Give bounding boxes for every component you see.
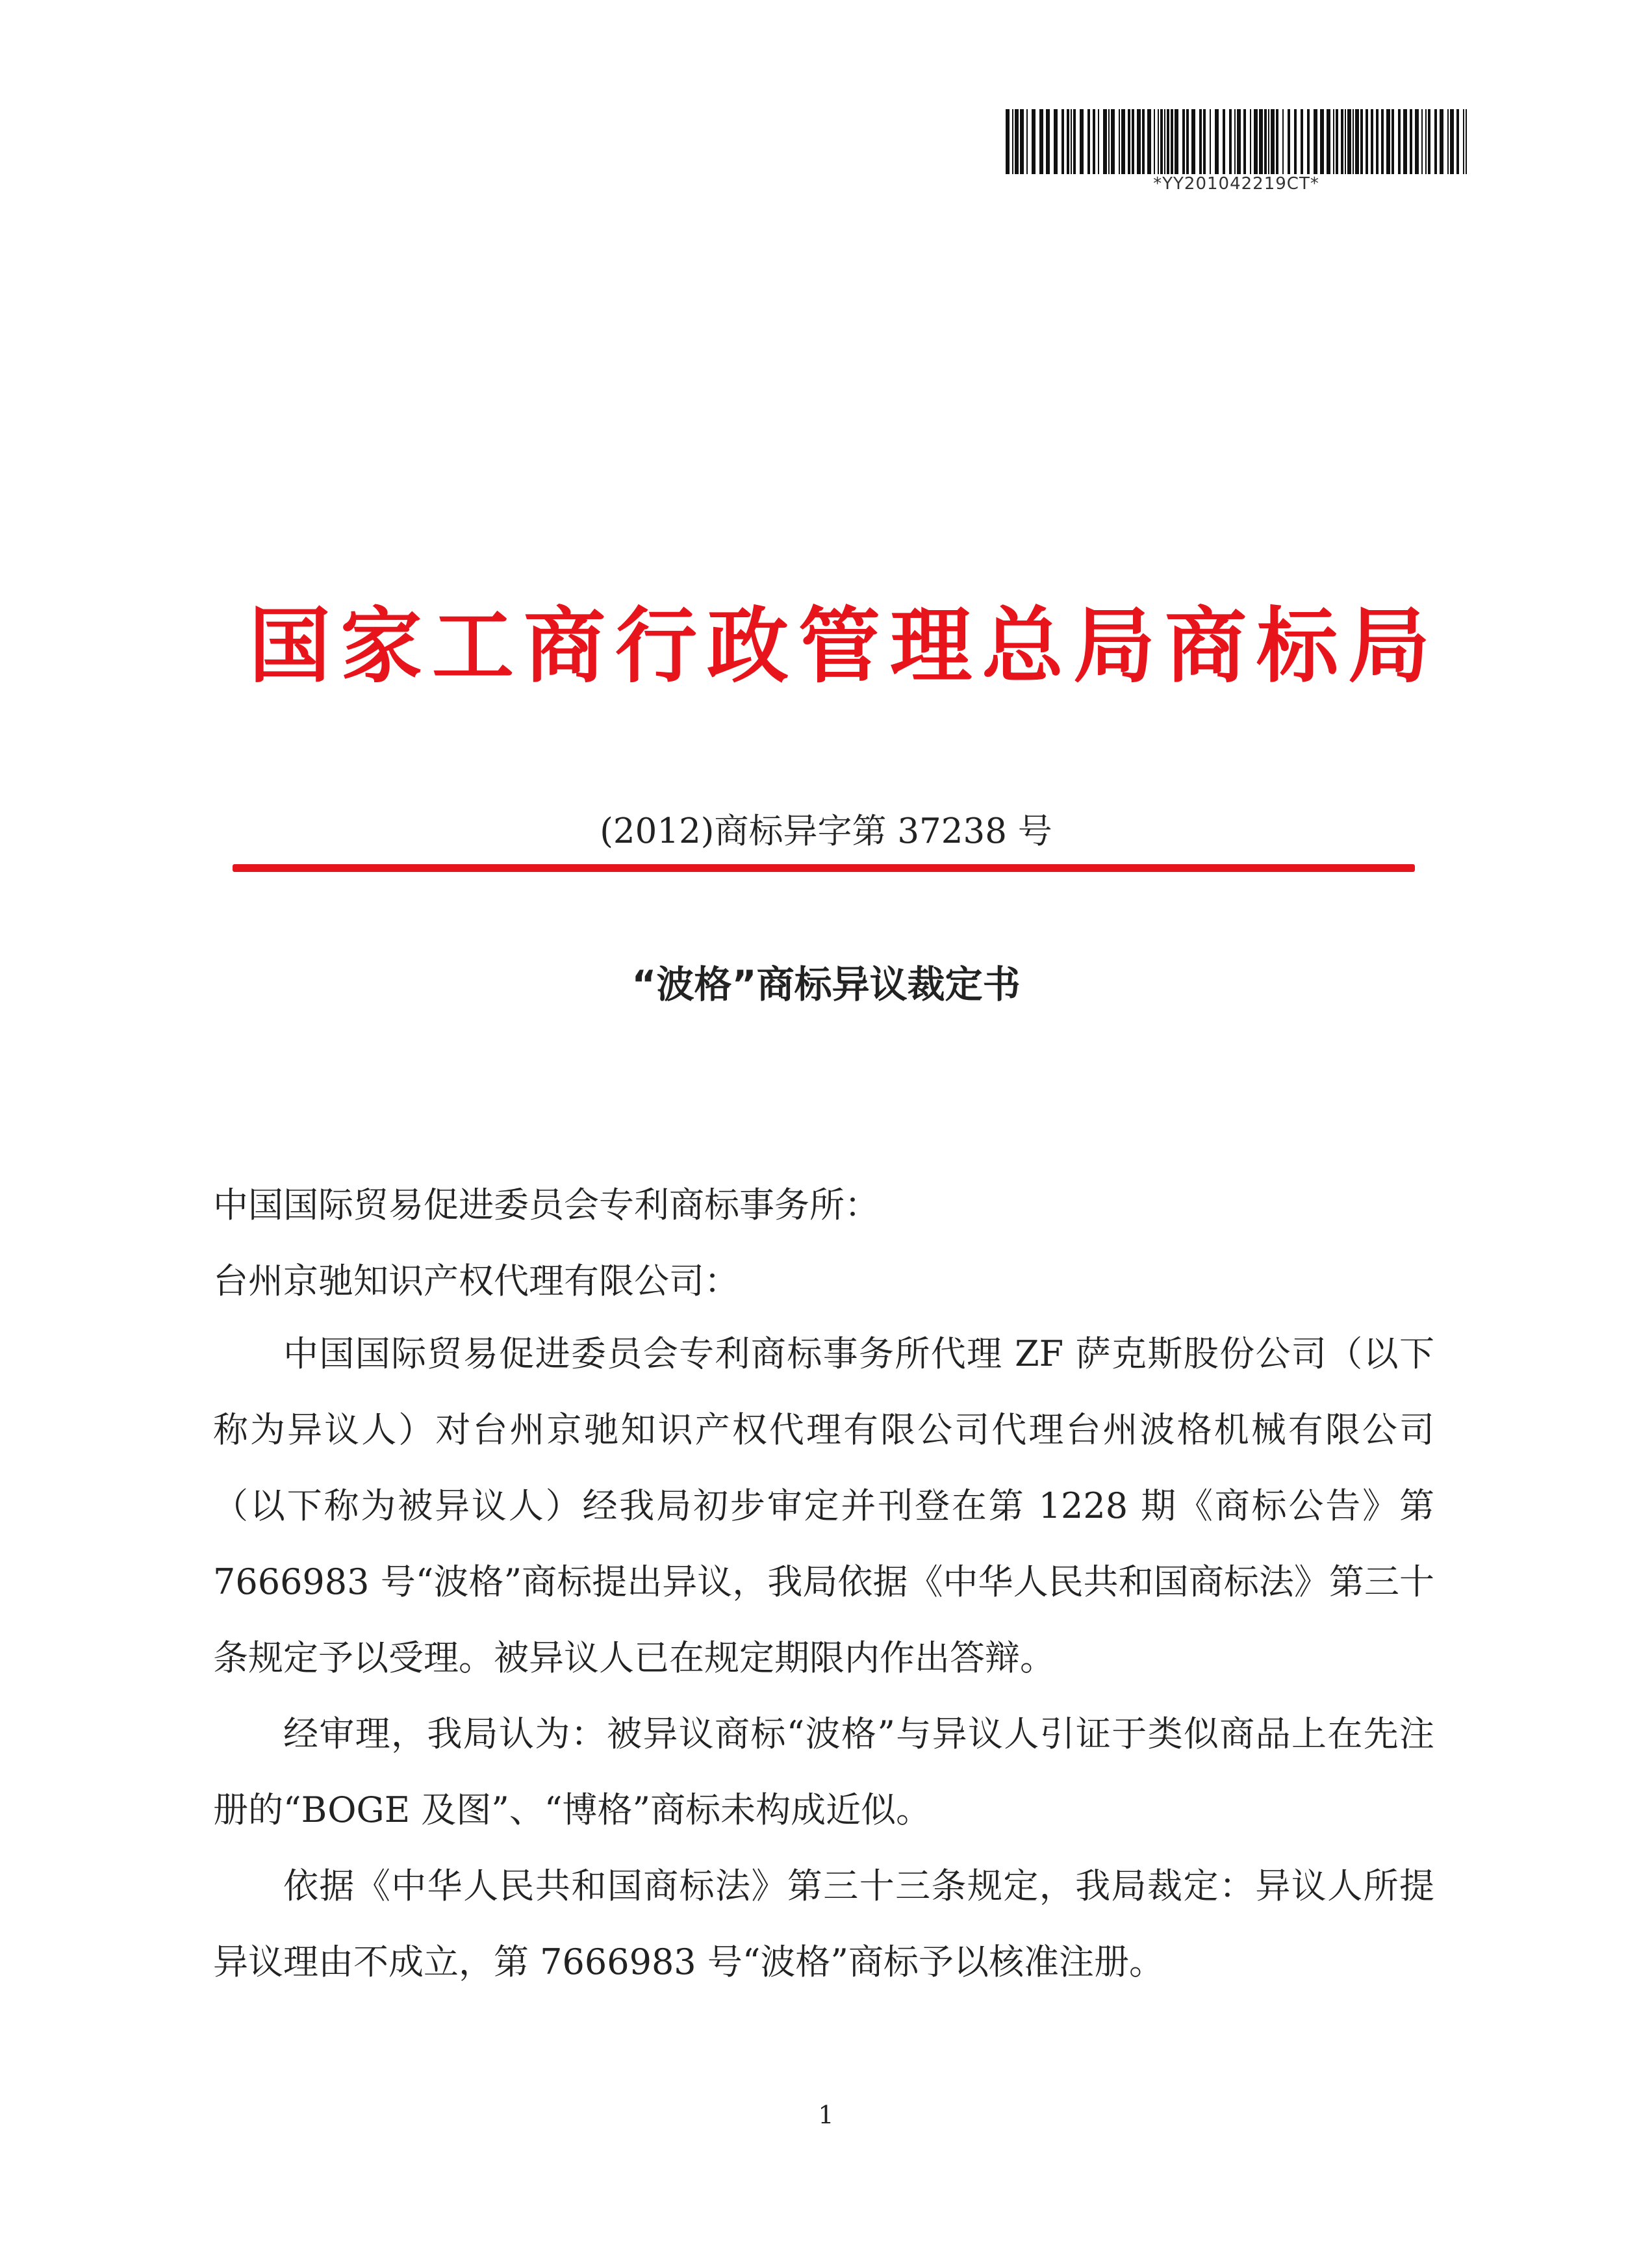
addressee-2: 台州京驰知识产权代理有限公司： (213, 1260, 739, 1301)
paragraph-1: 中国国际贸易促进委员会专利商标事务所代理 ZF 萨克斯股份公司（以下称为异议人）对台州京驰知识产权代理有限公司代理台州波格机械有限公司（以下称为被异议人）经我局初步审定并刊登在第 1228 期《商标公告》第 7666983 号“波格”商标提出异议，我局依据《中华人民共和国商标法》第三十条规定予以受理。被异议人已在规定期限内作出答辩。 (213, 1333, 1434, 1678)
barcode-bar (1398, 109, 1401, 174)
barcode-bar (1061, 109, 1064, 174)
barcode-bar (1167, 109, 1169, 174)
barcode-bar (1210, 109, 1211, 174)
barcode-bar (1154, 109, 1155, 174)
barcode-bar (1403, 109, 1407, 174)
barcode-bar (1371, 109, 1373, 174)
barcode-bar (1093, 109, 1095, 174)
barcode-bar (1355, 109, 1359, 174)
page-number: 1 (818, 2101, 834, 2129)
barcode-bar (1087, 109, 1090, 174)
barcode-bar (1415, 109, 1419, 174)
barcode (1006, 109, 1467, 174)
barcode-bar (1121, 109, 1125, 174)
barcode-bar (1046, 109, 1050, 174)
barcode-bar (1128, 109, 1130, 174)
barcode-bar (1250, 109, 1251, 174)
barcode-bar (1171, 109, 1173, 174)
barcode-bar (1386, 109, 1390, 174)
barcode-bar (1234, 109, 1236, 174)
barcode-bar (1410, 109, 1412, 174)
barcode-bar (1421, 109, 1423, 174)
barcode-bar (1132, 109, 1134, 174)
barcode-text: *YY201042219CT* (1153, 174, 1319, 194)
barcode-bar (1175, 109, 1178, 174)
barcode-bar (1015, 109, 1019, 174)
barcode-bar (1158, 109, 1159, 174)
barcode-bar (1026, 109, 1028, 174)
barcode-bars (1006, 109, 1467, 174)
barcode-bar (1288, 109, 1290, 174)
barcode-bar (1434, 109, 1437, 174)
paragraph-2: 经审理，我局认为：被异议商标“波格”与异议人引证于类似商品上在先注册的“BOGE 及图”、“博格”商标未构成近似。 (213, 1713, 1434, 1830)
barcode-bar (1254, 109, 1258, 174)
barcode-bar (1012, 109, 1013, 174)
barcode-bar (1103, 109, 1107, 174)
barcode-bar (1271, 109, 1275, 174)
document-number: (2012)商标异字第 37238 号 (600, 812, 1052, 851)
barcode-bar (1203, 109, 1206, 174)
barcode-bar (1071, 109, 1072, 174)
barcode-bar (1341, 109, 1343, 174)
barcode-bar (1223, 109, 1225, 174)
addressee-1: 中国国际贸易促进委员会专利商标事务所： (213, 1184, 880, 1225)
barcode-bar (1366, 109, 1368, 174)
barcode-bar (1054, 109, 1058, 174)
barcode-bar (1164, 109, 1165, 174)
barcode-bar (1243, 109, 1246, 174)
barcode-bar (1294, 109, 1297, 174)
decision-title: “波格”商标异议裁定书 (631, 962, 1021, 1006)
barcode-bar (1336, 109, 1338, 174)
barcode-bar (1276, 109, 1278, 174)
barcode-bar (1301, 109, 1303, 174)
barcode-bar (1215, 109, 1219, 174)
barcode-bar (1425, 109, 1427, 174)
barcode-bar (1282, 109, 1284, 174)
barcode-bar (1067, 109, 1069, 174)
barcode-bar (1447, 109, 1449, 174)
barcode-bar (1440, 109, 1443, 174)
barcode-bar (1264, 109, 1267, 174)
barcode-bar (1182, 109, 1185, 174)
barcode-bar (1032, 109, 1036, 174)
barcode-bar (1111, 109, 1115, 174)
red-divider (233, 864, 1415, 872)
barcode-bar (1463, 109, 1464, 174)
barcode-bar (1098, 109, 1099, 174)
barcode-bar (1191, 109, 1195, 174)
barcode-bar (1333, 109, 1334, 174)
agency-name: 国家工商行政管理总局商标局 (249, 598, 1440, 694)
barcode-bar (1229, 109, 1232, 174)
barcode-bar (1199, 109, 1202, 174)
barcode-bar (1186, 109, 1189, 174)
barcode-bar (1466, 109, 1467, 174)
barcode-bar (1020, 109, 1024, 174)
barcode-bar (1456, 109, 1459, 174)
barcode-bar (1450, 109, 1454, 174)
barcode-bar (1376, 109, 1379, 174)
barcode-bar (1137, 109, 1141, 174)
barcode-bar (1108, 109, 1110, 174)
barcode-bar (1039, 109, 1043, 174)
barcode-bar (1237, 109, 1241, 174)
barcode-bar (1142, 109, 1145, 174)
barcode-bar (1259, 109, 1263, 174)
barcode-bar (1327, 109, 1330, 174)
barcode-bar (1428, 109, 1430, 174)
barcode-bar (1307, 109, 1310, 174)
barcode-bar (1119, 109, 1120, 174)
barcode-bar (1360, 109, 1363, 174)
barcode-bar (1320, 109, 1324, 174)
barcode-bar (1353, 109, 1354, 174)
paragraph-3: 依据《中华人民共和国商标法》第三十三条规定，我局裁定：异议人所提异议理由不成立，第 7666983 号“波格”商标予以核准注册。 (213, 1865, 1434, 1982)
barcode-bar (1006, 109, 1010, 174)
barcode-bar (1080, 109, 1084, 174)
barcode-bar (1268, 109, 1269, 174)
barcode-bar (1147, 109, 1151, 174)
barcode-bar (1160, 109, 1163, 174)
barcode-bar (1381, 109, 1384, 174)
barcode-bar (1345, 109, 1346, 174)
barcode-bar (1073, 109, 1076, 174)
barcode-bar (1391, 109, 1394, 174)
barcode-bar (1347, 109, 1351, 174)
barcode-bar (1314, 109, 1317, 174)
